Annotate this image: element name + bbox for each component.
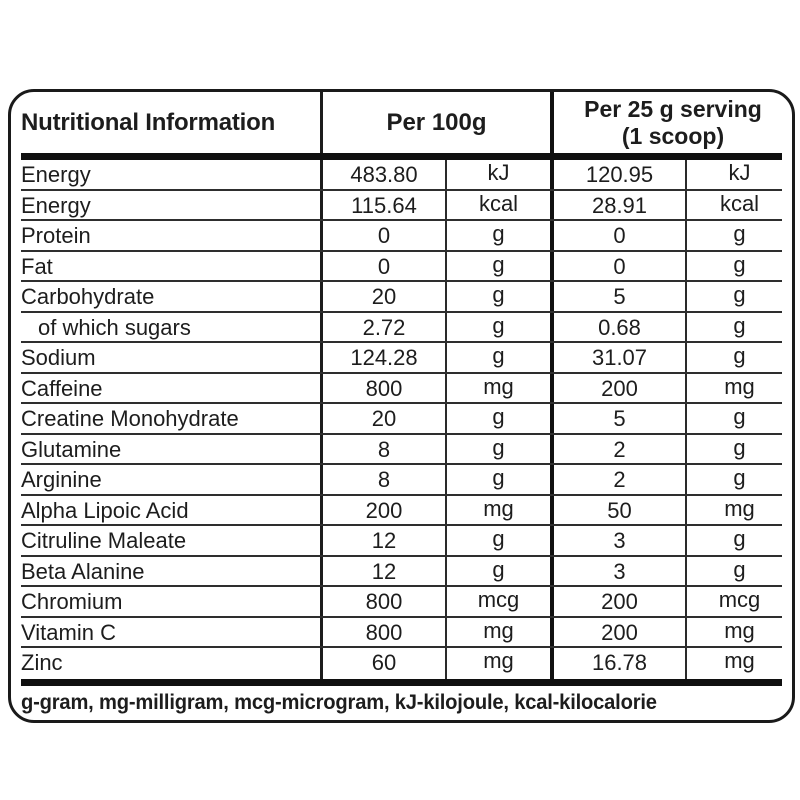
nutrient-name-cell: Beta Alanine [21,558,145,584]
per-25g-unit-cell: kJ [685,160,792,191]
nutrient-name-cell: Caffeine [21,375,103,401]
table-row [11,648,792,679]
per-25g-unit-cell: g [685,526,792,557]
per-100g-unit-cell: g [445,465,550,496]
per-100g-unit-cell: g [445,313,550,344]
table-row [11,374,792,405]
table-header-row [11,92,792,153]
per-100g-unit-cell: mg [445,496,550,527]
per-100g-unit-cell: mg [445,648,550,679]
per-100g-unit-cell: mcg [445,587,550,618]
table-row [11,282,792,313]
per-100g-value-cell: 124.28 [320,343,445,374]
per-25g-value-cell: 3 [550,557,685,588]
per-100g-unit-cell: g [445,435,550,466]
per-100g-value-cell: 800 [320,587,445,618]
nutrition-table-card [8,89,795,723]
per-100g-value-cell: 800 [320,618,445,649]
per-25g-unit-cell: g [685,221,792,252]
header-per-25g-line2: (1 scoop) [621,122,725,149]
per-100g-unit-cell: g [445,557,550,588]
nutrient-name-cell: Sodium [21,345,96,371]
per-25g-unit-cell: g [685,343,792,374]
nutrient-name-cell: Fat [21,253,53,279]
per-100g-value-cell: 0 [320,221,445,252]
table-row [11,313,792,344]
header-col-nutritional-information: Nutritional Information [21,108,276,136]
nutrient-name-cell: Vitamin C [21,619,116,645]
per-100g-value-cell: 12 [320,526,445,557]
per-100g-unit-cell: mg [445,374,550,405]
table-row [11,404,792,435]
per-100g-value-cell: 0 [320,252,445,283]
header-per-25g-line1: Per 25 g serving [584,96,762,123]
per-25g-value-cell: 200 [550,618,685,649]
table-row [11,343,792,374]
per-25g-value-cell: 0 [550,221,685,252]
table-row [11,160,792,191]
nutrient-name-cell: Energy [21,192,91,218]
per-25g-unit-cell: g [685,313,792,344]
header-thick-divider [21,153,782,160]
per-25g-unit-cell: mg [685,374,792,405]
table-row [11,191,792,222]
per-100g-unit-cell: mg [445,618,550,649]
per-25g-unit-cell: g [685,557,792,588]
nutrient-name-cell: Arginine [21,467,102,493]
per-25g-unit-cell: g [685,282,792,313]
per-100g-unit-cell: kJ [445,160,550,191]
per-25g-value-cell: 31.07 [550,343,685,374]
per-100g-unit-cell: g [445,526,550,557]
per-25g-value-cell: 16.78 [550,648,685,679]
nutrient-name-cell: Chromium [21,589,123,615]
per-25g-unit-cell: mcg [685,587,792,618]
per-100g-value-cell: 20 [320,282,445,313]
table-row [11,221,792,252]
per-25g-unit-cell: mg [685,496,792,527]
per-100g-value-cell: 483.80 [320,160,445,191]
nutrient-name-cell: Carbohydrate [21,284,155,310]
header-col-per-100g: Per 100g [320,92,550,153]
table-row [11,618,792,649]
per-25g-value-cell: 5 [550,282,685,313]
per-25g-unit-cell: g [685,465,792,496]
per-100g-unit-cell: kcal [445,191,550,222]
per-100g-unit-cell: g [445,252,550,283]
table-body [11,160,792,679]
table-row [11,252,792,283]
header-col-per-25g-serving [550,92,792,153]
nutrient-name-cell: Protein [21,223,91,249]
per-100g-unit-cell: g [445,404,550,435]
table-row [11,587,792,618]
per-25g-value-cell: 0.68 [550,313,685,344]
per-100g-unit-cell: g [445,343,550,374]
nutrient-name-cell: Alpha Lipoic Acid [21,497,189,523]
per-100g-value-cell: 800 [320,374,445,405]
per-100g-value-cell: 8 [320,465,445,496]
per-100g-unit-cell: g [445,282,550,313]
per-100g-value-cell: 200 [320,496,445,527]
per-25g-value-cell: 3 [550,526,685,557]
per-100g-value-cell: 2.72 [320,313,445,344]
per-100g-value-cell: 12 [320,557,445,588]
units-legend-text: g-gram, mg-milligram, mcg-microgram, kJ-kilojoule, kcal-kilocalorie [21,690,657,714]
per-100g-value-cell: 8 [320,435,445,466]
per-100g-value-cell: 60 [320,648,445,679]
per-100g-unit-cell: g [445,221,550,252]
per-25g-value-cell: 2 [550,435,685,466]
per-25g-unit-cell: mg [685,618,792,649]
per-25g-value-cell: 5 [550,404,685,435]
per-25g-value-cell: 28.91 [550,191,685,222]
table-row [11,526,792,557]
per-25g-value-cell: 120.95 [550,160,685,191]
per-25g-unit-cell: kcal [685,191,792,222]
per-25g-value-cell: 2 [550,465,685,496]
nutrient-name-cell: Zinc [21,650,63,676]
table-row [11,435,792,466]
footer-note-row [11,686,792,721]
per-100g-value-cell: 115.64 [320,191,445,222]
per-100g-value-cell: 20 [320,404,445,435]
per-25g-value-cell: 0 [550,252,685,283]
nutrient-name-cell: Energy [21,162,91,188]
per-25g-unit-cell: g [685,435,792,466]
nutrient-name-cell: of which sugars [38,314,191,340]
nutrient-name-cell: Citruline Maleate [21,528,187,554]
per-25g-value-cell: 50 [550,496,685,527]
table-row [11,465,792,496]
per-25g-value-cell: 200 [550,374,685,405]
footer-thick-divider [21,679,782,686]
nutrient-name-cell: Glutamine [21,436,122,462]
per-25g-unit-cell: g [685,252,792,283]
per-25g-unit-cell: g [685,404,792,435]
per-25g-value-cell: 200 [550,587,685,618]
table-row [11,496,792,527]
per-25g-unit-cell: mg [685,648,792,679]
table-row [11,557,792,588]
nutrient-name-cell: Creatine Monohydrate [21,406,239,432]
